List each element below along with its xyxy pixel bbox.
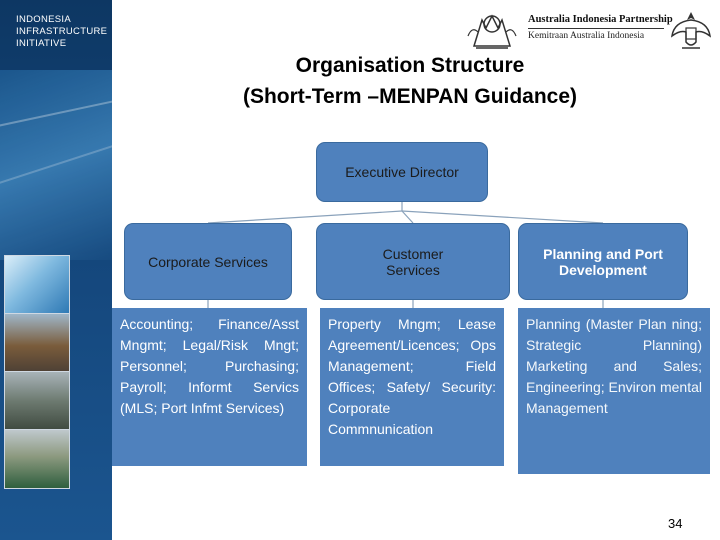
page-title: Organisation Structure bbox=[295, 54, 525, 77]
brand-line-1: INDONESIA bbox=[16, 14, 71, 25]
planning-port-development-box bbox=[518, 223, 688, 300]
page-number: 34 bbox=[668, 516, 683, 531]
executive-director-label: Executive Director bbox=[345, 164, 459, 180]
customer-services-box bbox=[316, 223, 510, 300]
planning-port-development-detail: Planning (Master Plan ning; Strategic Planning) Marketing and Sales; Engineering; Environ mental Management bbox=[518, 308, 710, 474]
customer-services-detail: Property Mngm; Lease Agreement/Licences; Ops Management; Field Offices; Safety/ Security: Corporate Commnunication bbox=[320, 308, 504, 466]
executive-director-box bbox=[316, 142, 488, 202]
partnership-subtitle: Kemitraan Australia Indonesia bbox=[528, 31, 645, 41]
partnership-name: Australia Indonesia Partnership bbox=[528, 14, 673, 25]
corporate-services-label: Corporate Services bbox=[148, 253, 268, 270]
corporate-services-box bbox=[124, 223, 292, 300]
brand-line-2: INFRASTRUCTURE bbox=[16, 26, 108, 37]
planning-port-development-label: Planning and Port Development bbox=[543, 245, 663, 278]
customer-services-label: Customer Services bbox=[382, 245, 444, 278]
page-subtitle: (Short-Term –MENPAN Guidance) bbox=[242, 85, 578, 108]
corporate-services-detail: Accounting; Finance/Asst Mngmt; Legal/Risk Mngt; Personnel; Purchasing; Payroll; Informt Servics (MLS; Port Infmt Services) bbox=[112, 308, 307, 466]
brand-line-3: INITIATIVE bbox=[16, 38, 67, 49]
